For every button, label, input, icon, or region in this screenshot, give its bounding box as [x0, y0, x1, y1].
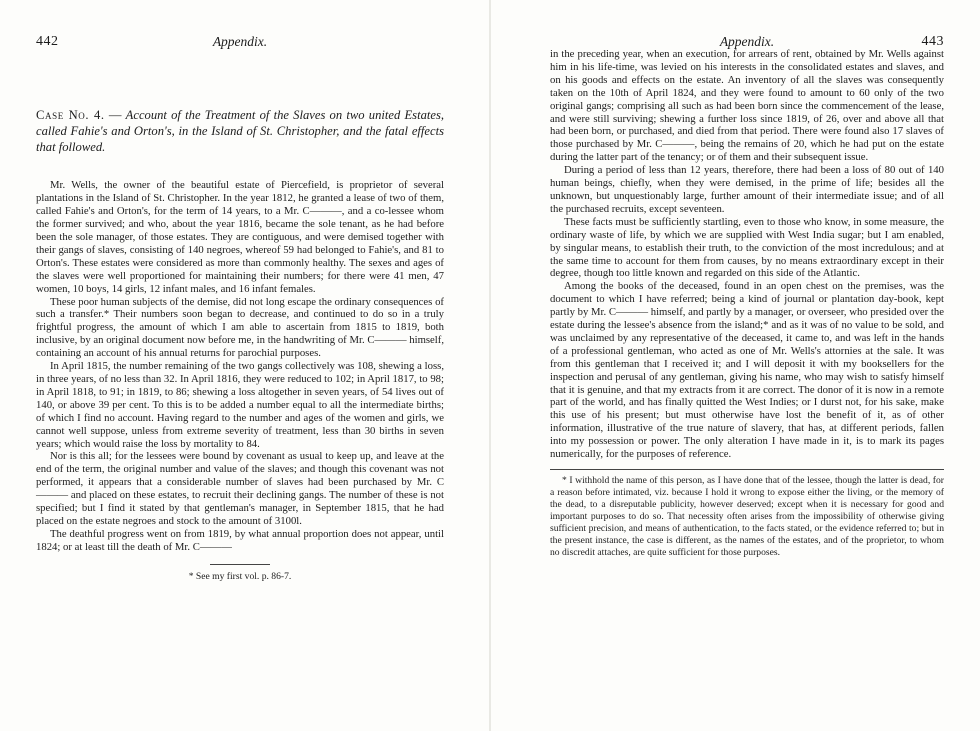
right-paragraph-2: During a period of less than 12 years, therefore, there had been a loss of 80 out of 140 human beings, chiefly, when they were demised, in the prime of life; besides all the unknown, but unquestionably large, further amount of their intermediate issue; and of all the purchased recruits, except seventeen. [550, 164, 944, 215]
case-title: Account of the Treatment of the Slaves on two united Estates, called Fahie's and Orton's, in the Island of St. Christopher, and the fatal effects that followed. [36, 108, 445, 154]
left-paragraph-1: Mr. Wells, the owner of the beautiful estate of Piercefield, is proprietor of several plantations in the Island of St. Christopher. In the year 1812, he granted a lease of two of them, called Fahie's and Orton's, for the term of 14 years, to a Mr. C———, and a co-lessee whom the former survived; and who, about the year 1816, became the sole tenant, as he had before been the sole manager, of those estates. They are contiguous, and were demised together with their gangs of slaves, consisting of 140 negroes, whereof 59 had belonged to Fahie's, and 81 to Orton's. These estates were considered as more than commonly healthy. The sexes and ages of the slaves were well proportioned for maintaining their numbers; for there were 41 men, 47 women, 10 boys, 14 girls, 12 infant males, and 16 infant females. [36, 179, 444, 295]
left-body-text [36, 179, 444, 553]
right-page [490, 0, 980, 731]
case-heading [36, 108, 444, 155]
right-running-head [550, 34, 944, 56]
left-running-head [36, 34, 444, 56]
left-footnote: * See my first vol. p. 86-7. [188, 570, 292, 582]
left-paragraph-2: These poor human subjects of the demise, did not long escape the ordinary consequences of such a transfer.* Their numbers soon began to decrease, and continued to do so in a truly frightful progress, the amount of which I am able to ascertain from 1815 to 1819, both inclusive, by an original document now before me, in the handwriting of Mr. C——— himself, containing an account of his annual returns for parochial purposes. [36, 295, 444, 360]
left-running-title: Appendix. [212, 34, 268, 49]
right-running-title: Appendix. [719, 34, 775, 49]
right-paragraph-1: in the preceding year, when an execution, for arrears of rent, obtained by Mr. Wells against him in his life-time, was levied on his interests in the consolidated estates and slaves, and on his goods and effects on the estate. An inventory of all the slaves was consequently taken on the 10th of April 1824, and they were found to amount to 60 only of the two original gangs; comprising all such as had been born since the commencement of the lease, and were still surviving; shewing a further loss since 1819, of 26, over and above all that had been born, or purchased, and died from that period. There were found also 17 slaves of those purchased by Mr. C———, being the remains of 20, which he had put on the estate during the latter part of the tenancy; or of them and their subsequent issue. [550, 48, 944, 164]
left-paragraph-4: Nor is this all; for the lessees were bound by covenant as usual to keep up, and leave at the end of the term, the original number and value of the slaves; and though this covenant was not performed, it appears that a considerable number of slaves had been purchased by Mr. C——— and placed on these estates, to recruit their declining gangs. The number of these is not specified; but I find it stated by that gentleman's manager, in September 1815, that he had placed on the estate negroes and stock to the amount of 3100l. [36, 450, 444, 527]
right-page-number: 443 [921, 34, 944, 49]
right-body-text [550, 48, 944, 461]
left-paragraph-5: The deathful progress went on from 1819, by what annual proportion does not appear, until 1824; or at least till the death of Mr. C——— [36, 527, 444, 553]
left-page-number: 442 [36, 34, 59, 49]
right-footnote: * I withhold the name of this person, as I have done that of the lessee, though the latter is dead, for a reason before intimated, viz. because I hold it wrong to expose either the living, or the memory of the dead, to a disreputable publicity, however deserved; except when it is necessary for good and important purposes to do so. That necessity often arises from the impossibility of otherwise giving sufficient precision, and means of authentication, to the facts stated, or the evidence referred to; but in the present instance, the case is different, as the names of the estates, and of the proprietor, to whom no discredit attaches, are quite sufficient for those purposes. [550, 475, 944, 558]
left-paragraph-3: In April 1815, the number remaining of the two gangs collectively was 108, shewing a loss, in three years, of no less than 32. In April 1816, they were reduced to 102; in April 1817, to 98; in April 1818, to 91; in 1819, to 86; shewing a loss altogether in seven years, of 54 lives out of 140, or above 39 per cent. To this is to be added a number equal to all the intermediate births; of which I find no account. Having regard to the number and ages of the women and girls, we cannot well suppose, unless from extreme severity of treatment, less than 30 births in seven years; which would raise the loss by mortality to 84. [36, 360, 444, 450]
right-paragraph-3: These facts must be sufficiently startling, even to those who know, in some measure, the ordinary waste of life, by which we are supplied with West India sugar; but I am enabled, by singular means, to establish their truth, to the conviction of the most incredulous; and at the same time to account for them from causes, by no means extraordinary except in their degree, though too little known and regarded on this side of the Atlantic. [550, 215, 944, 280]
case-dash: — [104, 108, 126, 122]
right-footnote-rule [550, 469, 944, 470]
left-footnote-rule [210, 564, 270, 565]
case-label: Case No. 4. [36, 108, 105, 122]
right-paragraph-4: Among the books of the deceased, found in an open chest on the premises, was the document to which I have referred; being a kind of journal or plantation day-book, kept partly by Mr. C——— himself, and partly by a manager, or overseer, who presided over the estate during the lessee's absence from the island;* and as it was of no value to be sold, and was unclaimed by any representative of the deceased, it came to, and was left in the hands of a professional gentleman, who acted as one of Mr. Wells's attornies at the sale. It was from this gentleman that I received it; and I will deposit it with my booksellers for the inspection and perusal of any gentleman, giving his name, who may wish to satisfy himself that it is genuine, and that my extracts from it are correct. The donor of it is now in a remote part of the world, and has finally quitted the West Indies; or I durst not, for his sake, make this use of his present; but must otherwise have lost the benefit of it, as of other information, illustrative of the true nature of slavery, that has, at different periods, fallen into my possession or power. The only alteration I have made in it, is to mark its pages numerically, for the purposes of reference. [550, 280, 944, 461]
